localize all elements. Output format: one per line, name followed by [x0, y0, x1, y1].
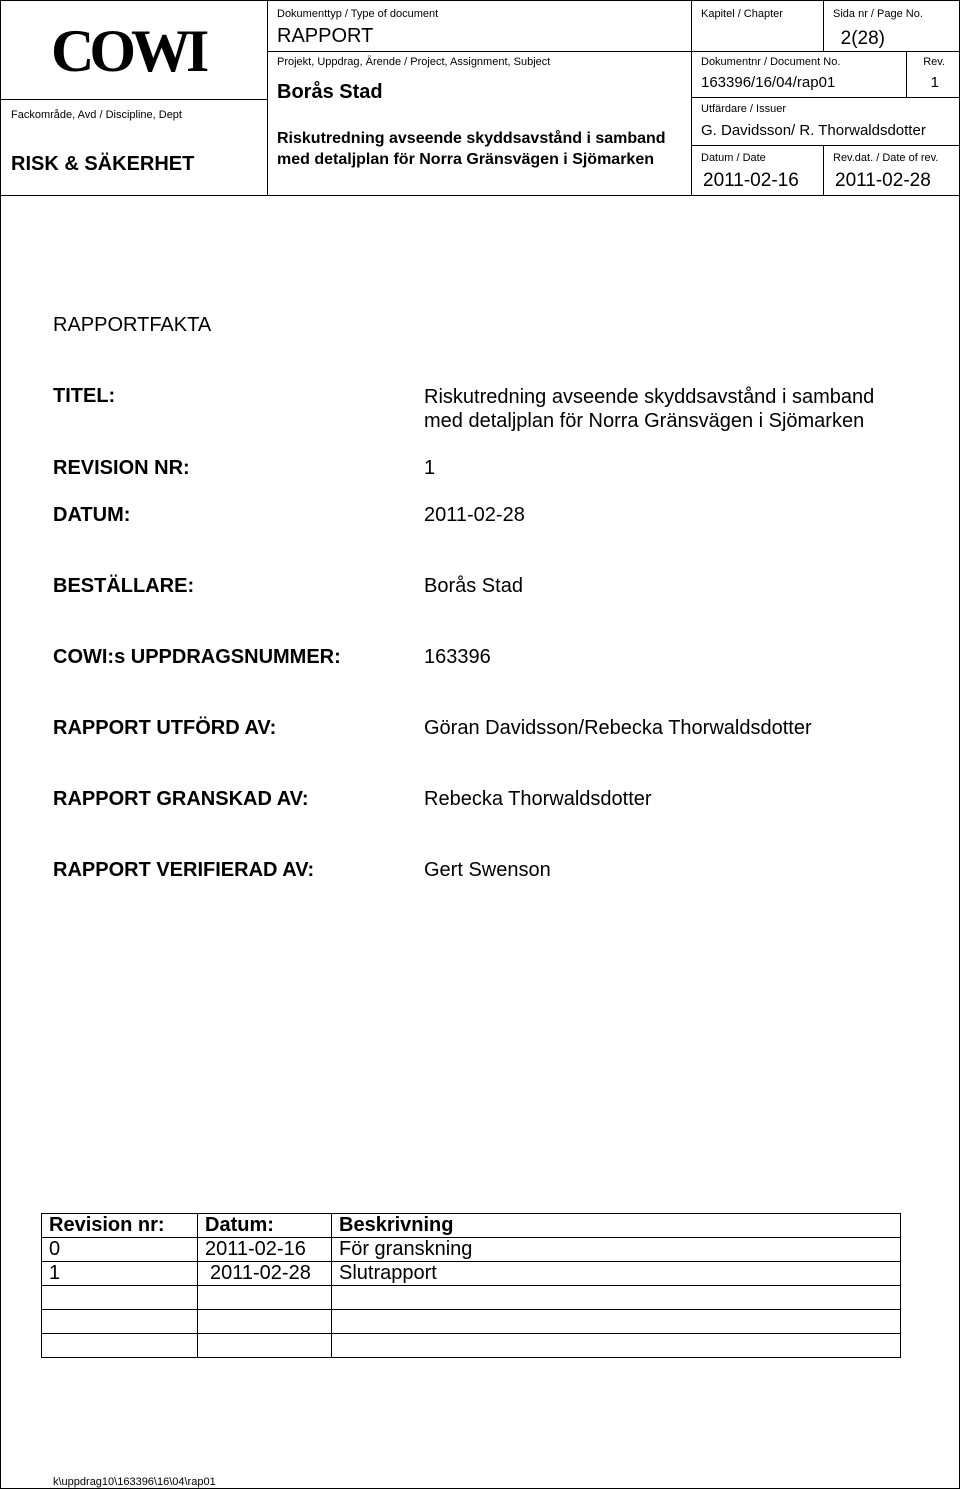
revision-nr: 0 — [42, 1238, 198, 1262]
header-logo-divider — [1, 99, 267, 100]
facts-label-performed-by: RAPPORT UTFÖRD AV: — [53, 717, 277, 739]
header-date-divider — [823, 145, 824, 195]
docno-label: Dokumentnr / Document No. — [701, 56, 841, 68]
table-row — [42, 1262, 901, 1286]
header-bottom-border — [1, 195, 959, 196]
facts-label-verified-by: RAPPORT VERIFIERAD AV: — [53, 859, 315, 881]
revdate-label: Rev.dat. / Date of rev. — [833, 152, 939, 164]
facts-label-assignment: COWI:s UPPDRAGSNUMMER: — [53, 646, 341, 668]
discipline-value: RISK & SÄKERHET — [11, 153, 195, 175]
revision-date — [198, 1334, 332, 1358]
facts-value-client: Borås Stad — [424, 575, 523, 597]
revision-nr: 1 — [42, 1262, 198, 1286]
facts-heading: RAPPORTFAKTA — [53, 314, 212, 336]
header-row-3-divider — [691, 145, 959, 146]
header-row-1-divider — [691, 51, 959, 52]
table-row — [42, 1286, 901, 1310]
revision-nr — [42, 1334, 198, 1358]
facts-value-date: 2011-02-28 — [424, 504, 525, 526]
revision-header-description: Beskrivning — [332, 1214, 901, 1238]
issuer-label: Utfärdare / Issuer — [701, 103, 786, 115]
discipline-label: Fackområde, Avd / Discipline, Dept — [11, 109, 182, 121]
revision-nr — [42, 1286, 198, 1310]
header-row-2-divider — [691, 97, 959, 98]
date-label: Datum / Date — [701, 152, 766, 164]
rev-value: 1 — [930, 74, 939, 91]
facts-value-reviewed-by: Rebecka Thorwaldsdotter — [424, 788, 652, 810]
project-label: Projekt, Uppdrag, Ärende / Project, Assignment, Subject — [277, 56, 551, 68]
revision-header-date: Datum: — [198, 1214, 332, 1238]
facts-value-assignment: 163396 — [424, 646, 491, 668]
issuer-value: G. Davidsson/ R. Thorwaldsdotter — [701, 122, 926, 139]
header-page-divider — [823, 1, 824, 51]
facts-value-performed-by: Göran Davidsson/Rebecka Thorwaldsdotter — [424, 717, 812, 739]
doctype-label: Dokumenttyp / Type of document — [277, 8, 439, 20]
revision-description: Slutrapport — [332, 1262, 901, 1286]
table-row — [42, 1310, 901, 1334]
rev-label: Rev. — [923, 56, 945, 68]
revdate-value: 2011-02-28 — [835, 170, 931, 191]
footer-file-path: k\uppdrag10\163396\16\04\rap01 — [53, 1476, 216, 1488]
facts-label-date: DATUM: — [53, 504, 131, 526]
cowi-logo: COWI — [51, 18, 205, 84]
revision-date: 2011-02-16 — [198, 1238, 332, 1262]
page-value: 2(28) — [840, 28, 885, 49]
header-rev-divider — [906, 51, 907, 97]
header-doctype-divider — [267, 51, 691, 52]
revision-description — [332, 1310, 901, 1334]
revision-date — [198, 1310, 332, 1334]
revision-description: För granskning — [332, 1238, 901, 1262]
revision-description — [332, 1286, 901, 1310]
chapter-label: Kapitel / Chapter — [701, 8, 783, 20]
revision-table-header — [42, 1214, 901, 1238]
revision-nr — [42, 1310, 198, 1334]
header-divider-1 — [267, 1, 268, 195]
page-label: Sida nr / Page No. — [833, 8, 923, 20]
revision-table — [41, 1213, 901, 1358]
facts-value-revision: 1 — [424, 457, 436, 479]
table-row — [42, 1334, 901, 1358]
revision-date: 2011-02-28 — [198, 1262, 332, 1286]
header-divider-2 — [691, 1, 692, 195]
doctype-value: RAPPORT — [277, 25, 374, 47]
date-value: 2011-02-16 — [703, 170, 799, 191]
facts-label-title: TITEL: — [53, 385, 116, 407]
table-row — [42, 1238, 901, 1262]
revision-description — [332, 1334, 901, 1358]
docno-value: 163396/16/04/rap01 — [701, 74, 836, 91]
facts-value-verified-by: Gert Swenson — [424, 859, 551, 881]
facts-label-client: BESTÄLLARE: — [53, 575, 195, 597]
project-title: Riskutredning avseende skyddsavstånd i samband med detaljplan för Norra Gränsvägen i Sjömarken — [277, 130, 666, 168]
revision-header-nr: Revision nr: — [42, 1214, 198, 1238]
facts-value-title: Riskutredning avseende skyddsavstånd i samband med detaljplan för Norra Gränsvägen i Sjömarken — [424, 386, 875, 432]
revision-date — [198, 1286, 332, 1310]
facts-label-revision: REVISION NR: — [53, 457, 190, 479]
project-client: Borås Stad — [277, 81, 383, 103]
facts-label-reviewed-by: RAPPORT GRANSKAD AV: — [53, 788, 309, 810]
